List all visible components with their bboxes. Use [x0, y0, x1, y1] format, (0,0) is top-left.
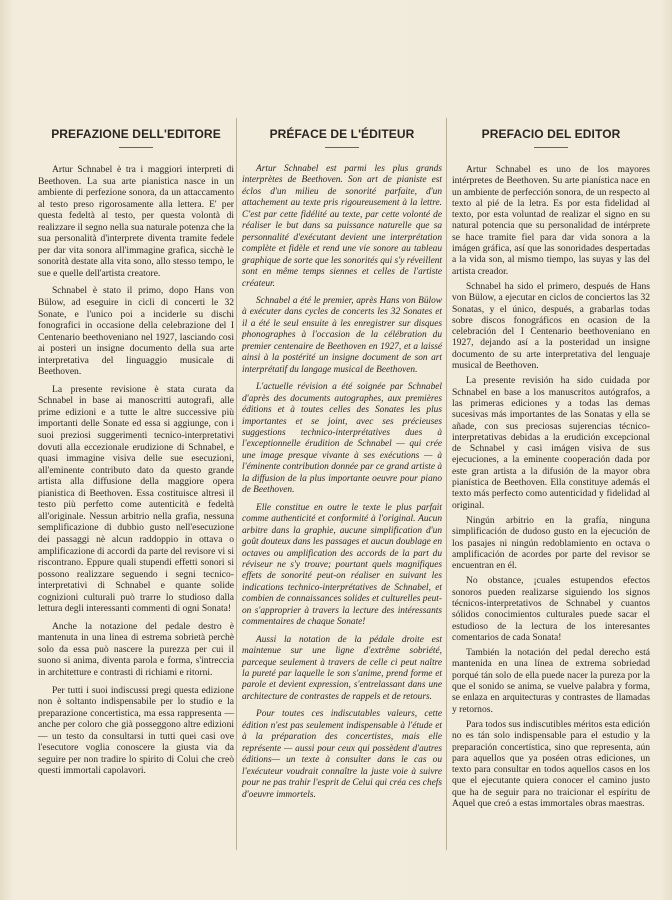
french-column	[242, 127, 442, 807]
paragraph: La presente revisión ha sido cuidada por Schnabel en base a los manuscritos autógrafos, a las primeras ediciones y a todas las demas sucesivas más importantes de las Sonatas y ella se añade, con sus preciosas sujerencias técnico-interpretativas debidas a la erudición excepcional de Schnabel y casi imágen visiva de sus ejecuciones, a la eminente cooperación dada por este gran artista a la difusión de la mayor obra pianística de Beethoven. Ella constituye además el texto más perfecto como autenticidad y fidelidad al original.	[452, 375, 650, 511]
spanish-column	[452, 127, 650, 813]
paragraph: Pour toutes ces indiscutables valeurs, cette édition n'est pas seulement indispensable à l'étude et à la préparation des concertistes, mais elle représente — aussi pour ceux qui possèdent d'autres éditions— un texte à consulter dans le cas ou l'exécuteur voudrait connaître la juste voie à suivre pour ne pas trahir l'esprit de Celui qui créa ces chefs d'oeuvre immortels.	[242, 709, 442, 800]
french-body	[242, 164, 442, 801]
paragraph: Schnabel a été le premier, après Hans von Bülow à exécuter dans cycles de concerts les 32 Sonates et il a été le seul ensuite à les enregistrer sur disques phonographes à l'occasion de la célébration du premier centenaire de Beethoven en 1927, et a laissé ainsi à la postérité un insigne document de son art interprétatif du langage musical de Beethoven.	[242, 295, 442, 375]
paragraph: Schnabel ha sido el primero, después de Hans von Bülow, a ejecutar en ciclos de conciertos las 32 Sonatas, y el único, después, a grabarlas todas sobre discos fonográficos en ocasion de la celebración del I Centenario beethoveniano en 1927, dejando así a la posteridad un insigne documento de su arte interpretativa del lenguaje musical de Beethoven.	[452, 280, 650, 372]
paragraph: Aussi la notation de la pédale droite est maintenue sur une ligne d'extrême sobriété, parceque seulement à travers de celle ci peut naître la pureté par laquelle le son s'anime, prend forme et parole et devient expression, s'entrelassant dans une architecture de contrastes de rappels et de retours.	[242, 634, 442, 702]
paragraph: L'actuelle révision a été soignée par Schnabel d'après des documents autographes, aux premières éditions et à toutes celles des Sonates les plus importantes et se joint, avec ses précieuses suggestions technico-interprétatives dues à l'exceptionnelle érudition de Schnabel — qui crée une image presque vivante à ses exécutions — à l'éminente contribution donnée par ce grand artiste à la diffusion de la plus importante oeuvre pour piano de Beethoven.	[242, 382, 443, 496]
italian-title: PREFAZIONE DELL'EDITORE	[51, 127, 221, 141]
column-divider	[236, 118, 237, 850]
paragraph: Artur Schnabel è tra i maggiori interpreti di Beethoven. La sua arte pianistica nasce in un ambiente di perfezione sonora, da un attaccamento al testo preso rigorosamente alla lettera. E' per questa fedeltà al testo, per questa volontà di realizzare il segno nella sua naturale potenza che la sua personalità d'interprete diventa tramite fedele per dar vita sonora all'immagine grafica, sicchè le sonorità destate alla vita sono, allo stesso tempo, le sue e quelle dell'artista creatore.	[38, 164, 234, 279]
title-underline	[534, 147, 568, 148]
paragraph: No obstance, ¡cuales estupendos efectos sonoros pueden realizarse siguiendo los signos técnicos-interpretativos de Schnabel y cuantos sólidos conocimientos culturales puede sacar el estudioso de la lectura de los interesantes comentarios de cada Sonata!	[452, 575, 650, 643]
column-divider	[446, 118, 447, 850]
french-title: PRÉFACE DE L'ÉDITEUR	[269, 127, 415, 141]
paragraph: Elle constitue en outre le texte le plus parfait comme authenticité et conformité à l'original. Aucun arbitre dans la graphie, aucune simplification d'un goût douteux dans les passages et aucun doublage en octaves ou amplification des accords de la part du réviseur ne s'y trouve; pourtant quels magnifiques effets de sonorité peut-on réaliser en suivant les indications technico-interprétatives de Schnabel, et combien de connaissances solides et culturelles peut-on s'approprier à travers la lecture des intéressants commentaires de chaque Sonate!	[242, 502, 442, 628]
paragraph: Per tutti i suoi indiscussi pregi questa edizione non è soltanto indispensabile per lo studio e la preparazione concertistica, ma essa rappresenta — anche per coloro che già posseggono altre edizioni — un testo da consultarsi in tutti quei casi ove l'esecutore voglia conoscere la giusta via da seguire per non tradire lo spirito di Colui che creò questi immortali capolavori.	[38, 684, 234, 777]
paragraph: Anche la notazione del pedale destro è mantenuta in una linea di estrema sobrietà perchè solo da essa può nascere la purezza per cui il suono si anima, diventa parola e forma, s'intreccia in architetture e contrasti di richiami e ritorni.	[38, 620, 234, 678]
title-underline	[325, 147, 359, 148]
paragraph: También la notación del pedal derecho está mantenida en una línea de extrema sobriedad porqué tán solo de ella puede nacer la pureza por la que el sonido se anima, se vuelve palabra y forma, se enlaza en arquitecturas y contrastes de llamadas y retornos.	[452, 647, 650, 715]
spanish-body	[452, 164, 650, 809]
spanish-title: PREFACIO DEL EDITOR	[481, 127, 621, 141]
paragraph: Ningún arbitrio en la grafía, ninguna simplificación de dudoso gusto en la ejecución de los pasajes ni ningún redoblamiento en octava o amplificación de acordes por parte del revisor se encuentran en él.	[452, 514, 650, 572]
paragraph: La presente revisione è stata curata da Schnabel in base ai manoscritti autografi, alle prime edizioni e a tutte le altre successive più importanti delle Sonate ed essa si aggiunge, con i suoi preziosi suggerimenti tecnico-interpretativi dovuti alla eccezionale erudizione di Schnabel, e quasi immagine visiva delle sue esecuzioni, all'eminente contributo dato da questo grande artista alla diffusione della maggiore opera pianistica di Beethoven. Essa costituisce altresì il testo più perfetto come autenticità e fedeltà all'originale. Nessun arbitrio nella grafia, nessuna semplificazione di dubbio gusto nell'esecuzione dei passaggi nè alcun raddoppio in ottava o amplificazione di accordi da parte del revisore vi si riscontrano. Eppure quali stupendi effetti sonori si possono realizzare seguendo i segni tecnico-interpretativi di Schnabel e quante solide cognizioni culturali può trarre lo studioso dalla lettura degli interessanti commenti di ogni Sonata!	[38, 383, 234, 615]
paragraph: Schnabel è stato il primo, dopo Hans von Bülow, ad eseguire in cicli di concerti le 32 Sonate, e l'unico poi a inciderle su dischi fonografici in occasione della celebrazione del I Centenario beethoveniano nel 1927, lasciando così ai posteri un insigne documento della sua arte interpretativa del linguaggio musicale di Beethoven.	[38, 285, 234, 378]
paragraph: Para todos sus indiscutibles méritos esta edición no es tán solo indispensable para el estudio y la preparación concertística, sino que representa, aún para aquellos que ya poséen otras ediciones, un texto para consultar en todos aquellos casos en los que el ejecutante quiera conocer el camino justo que ha de seguir para no traicionar el espíritu de Aquel que creó a estas immortales obras maestras.	[452, 718, 651, 810]
italian-body	[38, 164, 234, 777]
italian-column	[38, 127, 234, 783]
title-underline	[119, 147, 153, 148]
paragraph: Artur Schnabel est parmi les plus grands interprètes de Beethoven. Son art de pianiste est éclos d'un milieu de sonorité parfaite, d'un attachement au texte pris rigoureusement à la lettre. C'est par cette fidélité au texte, par cette volonté de réaliser le but dans sa puissance naturelle que sa personnalité d'exécutant devient une interprétation complète et fidèle et rend une vie sonore au tableau graphique de sorte que les sonorités qui s'y réveillent sont en même temps siennes et celles de l'artiste créateur.	[242, 164, 442, 289]
paragraph: Artur Schnabel es uno de los mayores intérpretes de Beethoven. Su arte pianística nace en un ambiente de perfección sonora, de un respecto al texto al pié de la letra. Es por esta fidelidad al texto, por esta voluntad de realizar el signo en su natural potencia que su personalidad de intérprete se hace tramite fiel para dar vida sonora a la imágen gráfica, así que las sonoridades despertadas a la vida son, al mismo tiempo, las suyas y las del artista creador.	[452, 164, 651, 277]
